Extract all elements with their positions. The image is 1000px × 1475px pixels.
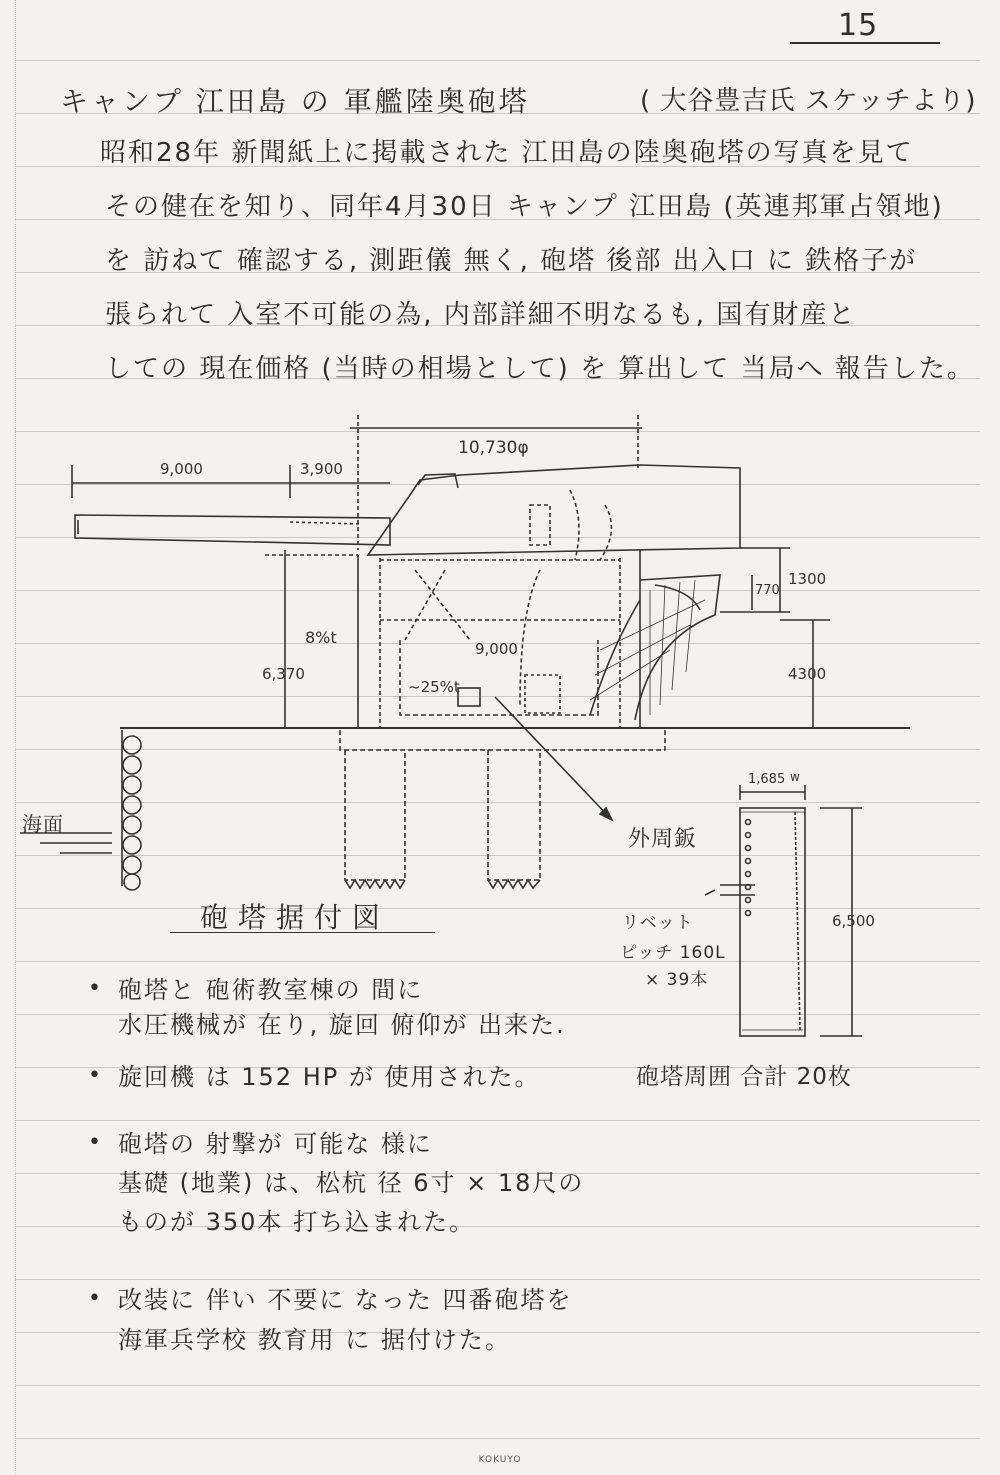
- gun-barrel: [75, 515, 390, 545]
- notebook-brand: KOKUYO: [478, 1455, 522, 1465]
- paragraph-line: その健在を知り、同年4月30日 キャンプ 江田島 (英連邦軍占領地): [105, 192, 944, 222]
- bullet-line: 水圧機械が 在り, 旋回 俯仰が 出来た.: [118, 1011, 566, 1039]
- label-rivet-pitch: ピッチ 160L: [620, 943, 726, 963]
- paragraph-line: 張られて 入室不可能の為, 内部詳細不明なるも, 国有財産と: [105, 300, 857, 330]
- bullet-dot: •: [88, 976, 102, 1001]
- label-rivet-count: × 39本: [645, 970, 709, 990]
- drawing-caption: 砲塔据付図: [200, 901, 391, 934]
- bullet-line: 砲塔の 射撃が 可能な 様に: [118, 1130, 433, 1158]
- dimension-label-1300: 1300: [788, 570, 827, 588]
- bullet-line: ものが 350本 打ち込まれた。: [118, 1208, 476, 1236]
- dimension-label-width: 10,730φ: [458, 438, 529, 458]
- label-plate-total: 砲塔周囲 合計 20枚: [636, 1064, 852, 1090]
- bullet-line: 海軍兵学校 教育用 に 据付けた。: [118, 1326, 511, 1354]
- foundation-piles: [345, 750, 405, 880]
- bullet-line: 砲塔と 砲術教室棟の 間に: [118, 976, 424, 1004]
- dimension-label-plate-height: 6,500: [832, 912, 875, 930]
- turret-housing: [368, 465, 740, 555]
- dimension-label-height: 6,370: [262, 665, 305, 683]
- bullet-line: 改装に 伴い 不要に なった 四番砲塔を: [118, 1286, 573, 1314]
- bullet-dot: •: [88, 1130, 102, 1155]
- label-plate-8: 8%t: [305, 628, 337, 647]
- title-source-note: ( 大谷豊吉氏 スケッチより): [640, 86, 977, 116]
- dimension-label-770: 770: [755, 583, 780, 598]
- dimension-label-4300: 4300: [788, 665, 827, 683]
- dimension-label-barrel: 9,000: [160, 460, 203, 478]
- bullet-dot: •: [88, 1063, 102, 1088]
- bullet-line: 基礎 (地業) は、松杭 径 6寸 × 18尺の: [118, 1169, 585, 1197]
- bullet-line: 旋回機 は 152 HP が 使用された。: [118, 1063, 541, 1091]
- page-number: 15: [838, 8, 879, 43]
- paragraph-line: しての 現在価格 (当時の相場として) を 算出して 当局へ 報告した。: [105, 354, 975, 384]
- label-plate-25: ~25%t: [408, 678, 460, 696]
- page-title: キャンプ 江田島 の 軍艦陸奥砲塔: [60, 85, 530, 118]
- dimension-label-inner-dia: 9,000: [475, 640, 518, 658]
- paragraph-line: 昭和28年 新聞紙上に掲載された 江田島の陸奥砲塔の写真を見て: [100, 138, 914, 168]
- caption-underline: [170, 932, 435, 933]
- label-outer-plate: 外周鈑: [628, 827, 698, 852]
- dimension-label-barrel-root: 3,900: [300, 460, 343, 478]
- label-sea-level: 海面: [22, 812, 64, 836]
- label-rivet: リベット: [622, 913, 694, 933]
- bullet-dot: •: [88, 1286, 102, 1311]
- paragraph-line: を 訪ねて 確認する, 測距儀 無く, 砲塔 後部 出入口 に 鉄格子が: [105, 246, 918, 276]
- dimension-label-plate-width: 1,685: [748, 772, 786, 787]
- label-plate-width-w: w: [790, 770, 800, 784]
